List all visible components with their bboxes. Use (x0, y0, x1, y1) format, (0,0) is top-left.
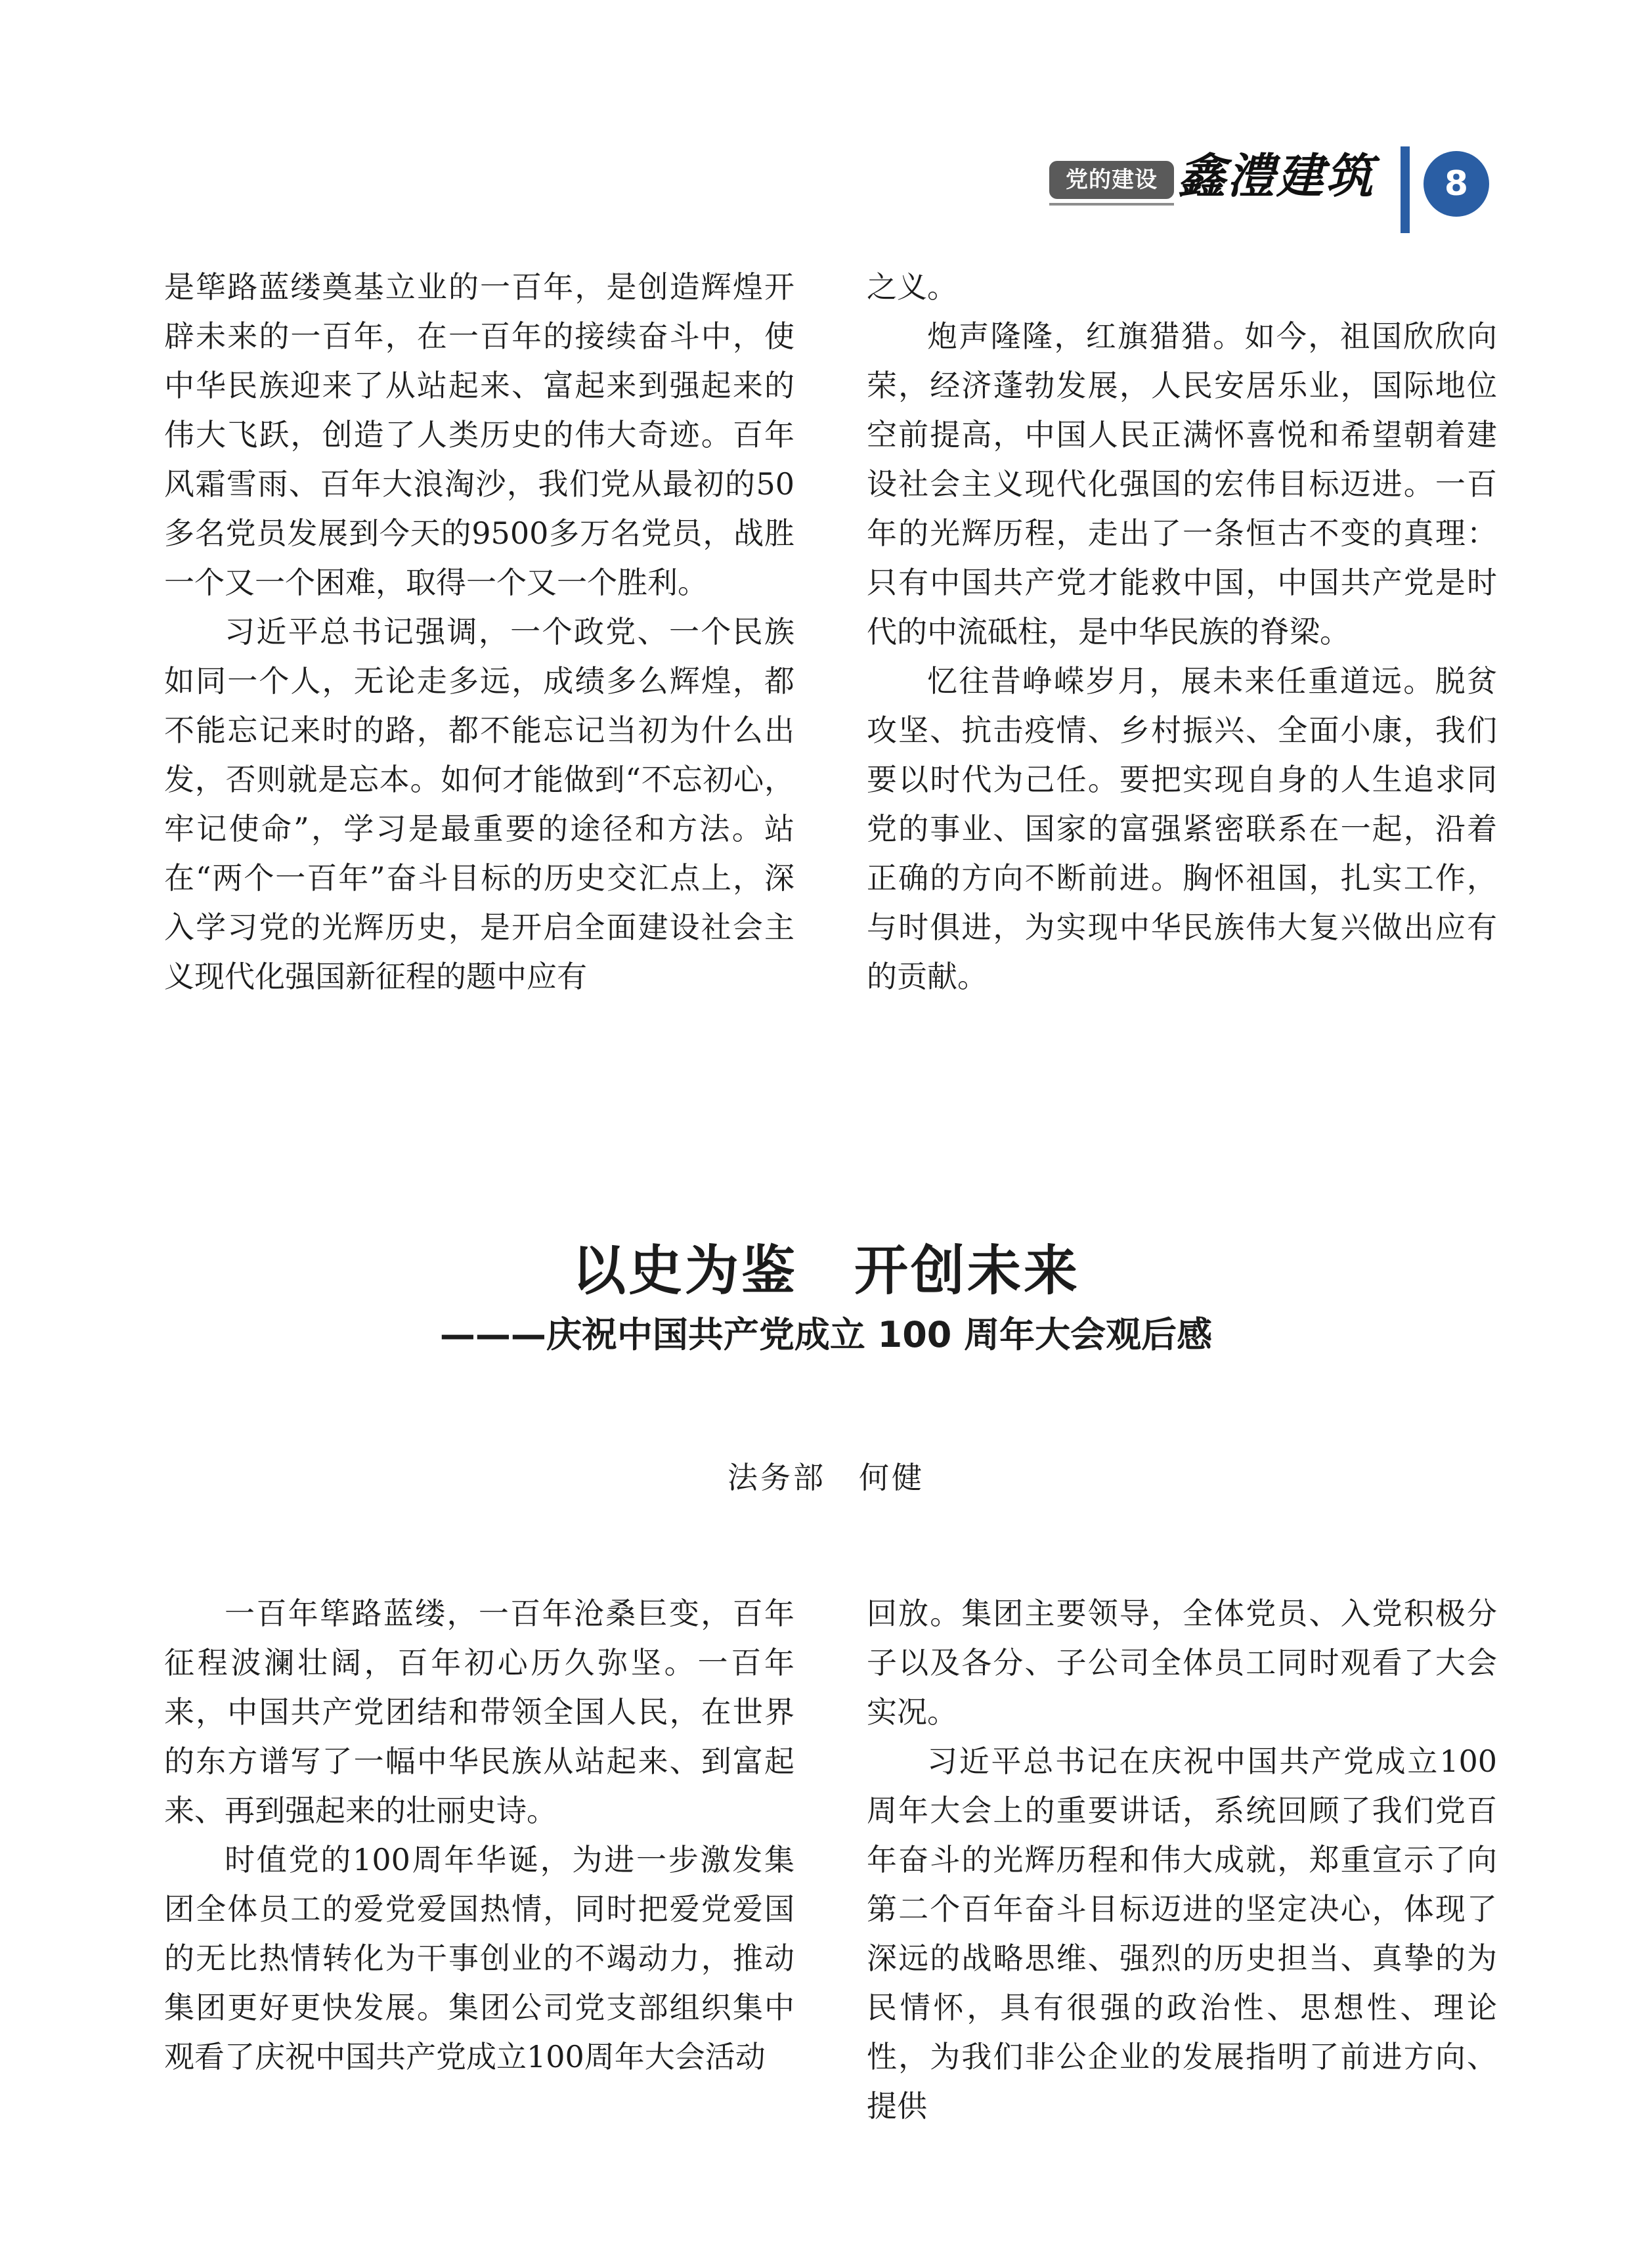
paragraph: 回放。集团主要领导，全体党员、入党积极分子以及各分、子公司全体员工同时观看了大会实况。 (867, 1596, 1497, 1730)
bottom-right-column (867, 1589, 1497, 2131)
section-tag: 党的建设 (1049, 161, 1174, 199)
paragraph: 之义。 (867, 269, 957, 305)
paragraph: 时值党的100周年华诞，为进一步激发集团全体员工的爱党爱国热情，同时把爱党爱国的无比热情转化为干事创业的不竭动力，推动集团更好更快发展。集团公司党支部组织集中观看了庆祝中国共产党成立100周年大会活动 (164, 1842, 794, 2074)
page-header (1049, 135, 1496, 220)
article-byline: 法务部 何健 (728, 1460, 924, 1495)
brand-logo: 鑫澧建筑 (1178, 148, 1376, 204)
paragraph: 忆往昔峥嵘岁月，展未来任重道远。脱贫攻坚、抗击疫情、乡村振兴、全面小康，我们要以时代为己任。要把实现自身的人生追求同党的事业、国家的富强紧密联系在一起，沿着正确的方向不断前进。胸怀祖国，扎实工作，与时俱进，为实现中华民族伟大复兴做出应有的贡献。 (867, 663, 1497, 994)
article-title: 以史为鉴 开创未来 (571, 1239, 1080, 1302)
bottom-left-column (164, 1589, 794, 2082)
article-subtitle: ———庆祝中国共产党成立 100 周年大会观后感 (439, 1314, 1213, 1355)
header-divider (1401, 146, 1410, 233)
page-number: 8 (1424, 151, 1489, 217)
paragraph: 是筚路蓝缕奠基立业的一百年，是创造辉煌开辟未来的一百年，在一百年的接续奋斗中，使中华民族迎来了从站起来、富起来到强起来的伟大飞跃，创造了人类历史的伟大奇迹。百年风霜雪雨、百年大浪淘沙，我们党从最初的50多名党员发展到今天的9500多万名党员，战胜一个又一个困难，取得一个又一个胜利。 (164, 269, 794, 600)
paragraph: 一百年筚路蓝缕，一百年沧桑巨变，百年征程波澜壮阔，百年初心历久弥坚。一百年来，中国共产党团结和带领全国人民，在世界的东方谱写了一幅中华民族从站起来、到富起来、再到强起来的壮丽史诗。 (164, 1596, 794, 1828)
paragraph: 炮声隆隆，红旗猎猎。如今，祖国欣欣向荣，经济蓬勃发展，人民安居乐业，国际地位空前提高，中国人民正满怀喜悦和希望朝着建设社会主义现代化强国的宏伟目标迈进。一百年的光辉历程，走出了一条恒古不变的真理：只有中国共产党才能救中国，中国共产党是时代的中流砥柱，是中华民族的脊梁。 (867, 318, 1497, 649)
tag-underline (1049, 203, 1174, 206)
paragraph: 习近平总书记在庆祝中国共产党成立100周年大会上的重要讲话，系统回顾了我们党百年奋斗的光辉历程和伟大成就，郑重宣示了向第二个百年奋斗目标迈进的坚定决心，体现了深远的战略思维、强烈的历史担当、真挚的为民情怀，具有很强的政治性、思想性、理论性，为我们非公企业的发展指明了前进方向、提供 (867, 1743, 1497, 2124)
paragraph: 习近平总书记强调，一个政党、一个民族如同一个人，无论走多远，成绩多么辉煌，都不能忘记来时的路，都不能忘记当初为什么出发，否则就是忘本。如何才能做到“不忘初心，牢记使命”，学习是最重要的途径和方法。站在“两个一百年”奋斗目标的历史交汇点上，深入学习党的光辉历史，是开启全面建设社会主义现代化强国新征程的题中应有 (164, 614, 794, 994)
top-left-column (164, 263, 794, 1001)
top-right-column (867, 263, 1497, 1001)
